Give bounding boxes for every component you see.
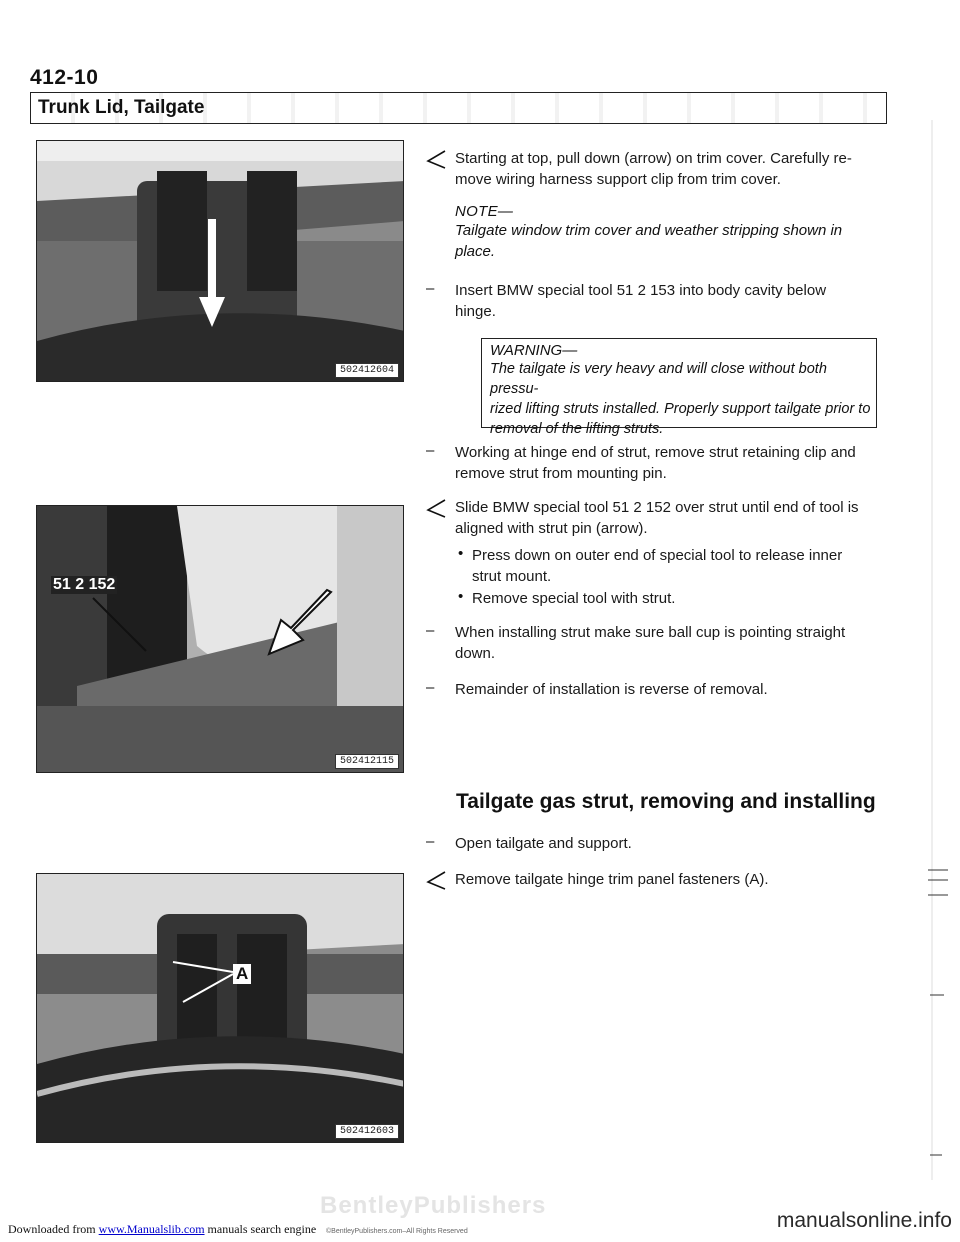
step-text: Open tailgate and support. <box>455 835 632 852</box>
fastener-pointer-lines <box>167 958 237 1008</box>
step-text: Remainder of installation is reverse of removal. <box>455 681 768 698</box>
pointer-left-icon <box>425 869 447 891</box>
photo-code: 502412603 <box>335 1124 399 1139</box>
section-heading: Tailgate gas strut, removing and installing <box>456 790 876 813</box>
bullet-dot: • <box>458 588 464 605</box>
step-text: Working at hinge end of strut, remove strut retaining clip and remove strut from mounting pin. <box>455 444 856 482</box>
copyright: ©BentleyPublishers.com–All Rights Reserved <box>326 1228 468 1235</box>
step-text: Insert BMW special tool 51 2 153 into body cavity below hinge. <box>455 282 827 320</box>
photo-code: 502412604 <box>335 363 399 378</box>
note-heading: NOTE— <box>455 203 514 220</box>
download-footer: Downloaded from www.Manualslib.com manuals search engine <box>8 1222 317 1236</box>
photo-code: 502412115 <box>335 754 399 769</box>
warning-heading: WARNING— <box>490 342 578 359</box>
bullet-text: Press down on outer end of special tool to release inner strut mount. <box>472 547 843 585</box>
bullet-dot: • <box>458 545 464 562</box>
site-watermark: manualsonline.info <box>776 1209 952 1232</box>
pointer-left-icon <box>425 497 447 519</box>
dash-bullet: – <box>426 679 435 696</box>
section-title: Trunk Lid, Tailgate <box>38 97 205 118</box>
down-arrow-icon <box>199 219 225 329</box>
step-text: Slide BMW special tool 51 2 152 over strut until end of tool is aligned with strut pin (arrow). <box>455 499 859 537</box>
page-number: 412-10 <box>30 66 99 89</box>
fastener-label: A <box>233 964 251 984</box>
scan-edge-marks <box>920 120 960 1180</box>
photo-trim-cover <box>36 140 404 382</box>
dash-bullet: – <box>426 280 435 297</box>
bullet-text: Remove special tool with strut. <box>472 590 676 607</box>
outline-arrow-icon <box>263 588 333 658</box>
photo-hinge-fasteners <box>36 873 404 1143</box>
publisher-watermark: BentleyPublishers <box>320 1192 547 1219</box>
manualslib-link[interactable]: www.Manualslib.com <box>98 1222 205 1236</box>
dash-bullet: – <box>426 833 435 850</box>
pointer-left-icon <box>425 148 447 170</box>
dash-bullet: – <box>426 622 435 639</box>
note: NOTE— Tailgate window trim cover and weather stripping shown in place. <box>455 203 843 260</box>
step-text: Starting at top, pull down (arrow) on trim cover. Carefully re- move wiring harness support clip from trim cover. <box>455 150 852 188</box>
step-text: When installing strut make sure ball cup is pointing straight down. <box>455 624 846 662</box>
dash-bullet: – <box>426 442 435 459</box>
photo-special-tool <box>36 505 404 773</box>
step-text: Remove tailgate hinge trim panel fasteners (A). <box>455 871 769 888</box>
tool-label: 51 2 152 <box>53 576 116 593</box>
warning: WARNING— The tailgate is very heavy and will close without both pressu- rized lifting struts installed. Properly support tailgate prior to removal of the lifting struts. <box>490 342 874 439</box>
tool-pointer-line <box>91 596 151 656</box>
